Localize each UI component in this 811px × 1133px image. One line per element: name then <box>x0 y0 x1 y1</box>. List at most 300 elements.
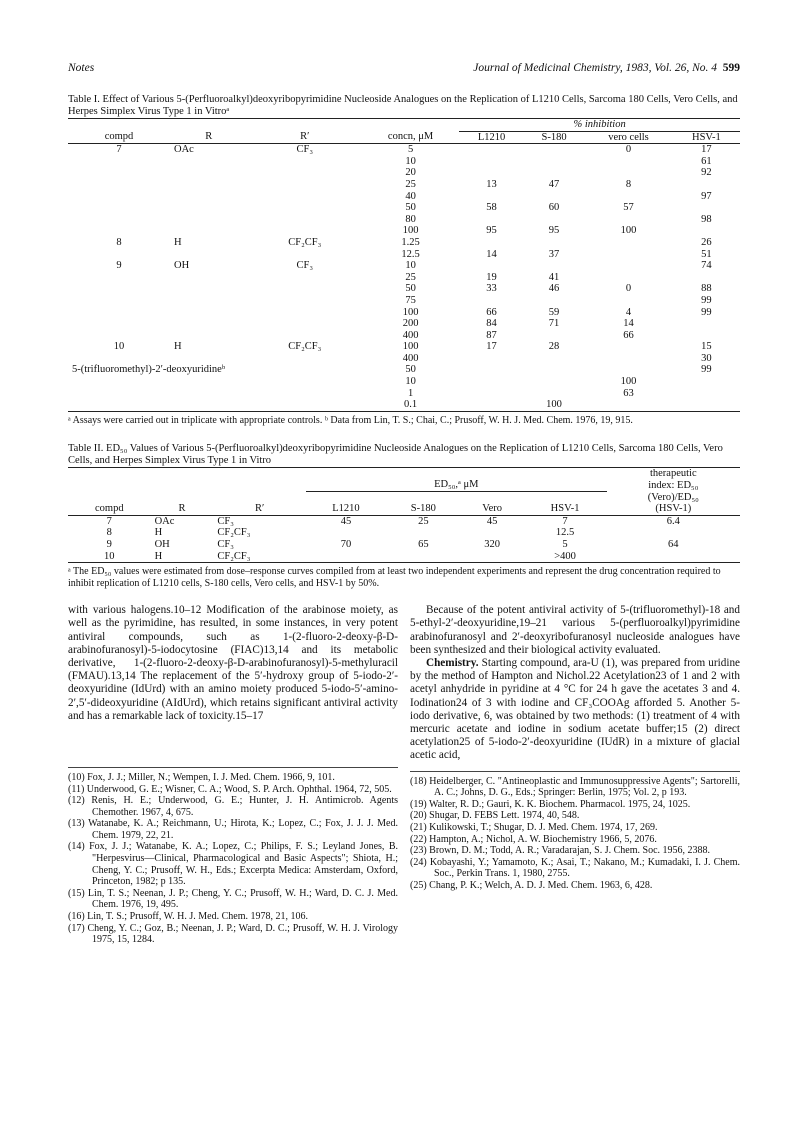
reference-item: (15) Lin, T. S.; Neenan, J. P.; Cheng, Y. C.; Prusoff, W. H.; Ward, D. C. J. Med. Chem. 1976, 19, 495. <box>68 887 398 911</box>
table1-cell: 10 <box>113 341 125 353</box>
table1-cell <box>459 353 524 365</box>
table1-cell: 9 <box>116 260 122 272</box>
journal-page <box>68 62 740 946</box>
table1-cell <box>673 330 740 342</box>
table1-cell: 99 <box>701 294 712 306</box>
table1-cell <box>584 214 673 226</box>
table1-cell <box>170 376 248 388</box>
table1-cell: 200 <box>402 318 419 330</box>
table1-cell: 1 <box>407 387 414 399</box>
table1-cell <box>170 353 248 365</box>
table2-ti-header-2: index: ED₅₀ <box>648 479 699 491</box>
table1-cell: H <box>173 341 182 353</box>
table1-cell <box>248 167 362 179</box>
table1-col-header: S-180 <box>541 131 567 143</box>
table1-cell: 28 <box>548 341 560 353</box>
table1-cell <box>459 364 524 376</box>
table2 <box>68 467 740 563</box>
table1-cell <box>524 376 584 388</box>
table1-cell <box>170 167 248 179</box>
reference-item: (20) Shugar, D. FEBS Lett. 1974, 40, 548. <box>410 810 580 822</box>
table1-cell <box>459 260 524 272</box>
table1-cell <box>459 237 524 249</box>
table2-cell <box>306 551 386 563</box>
table1-cell: 4 <box>625 306 632 318</box>
table2-cell: 7 <box>106 515 112 527</box>
reference-item: (13) Watanabe, K. A.; Reichmann, U.; Hirota, K.; Lopez, C.; Fox, J. J. J. Med. Chem. 1979, 22, 21. <box>68 818 398 841</box>
table1-cell <box>584 341 673 353</box>
table1-cell: 97 <box>701 190 712 202</box>
table2-cell: 70 <box>340 538 352 550</box>
table2-cell <box>386 527 461 539</box>
table1-cell <box>170 225 248 237</box>
table1-cell <box>584 191 673 203</box>
table2-cell <box>461 551 524 563</box>
table1-cell: 80 <box>405 213 416 225</box>
table1-cell <box>673 399 740 411</box>
table1-group-header: % inhibition <box>459 119 740 132</box>
table-row <box>68 353 740 365</box>
table1-cell <box>170 295 248 307</box>
table1-cell <box>248 225 362 237</box>
table2-cell: 64 <box>668 538 679 550</box>
table2-col-header: L1210 <box>332 503 360 515</box>
table1-cell <box>524 295 584 307</box>
table1-cell <box>584 272 673 284</box>
table1-cell: 13 <box>486 178 497 190</box>
table1-col-header: concn, μM <box>387 131 434 143</box>
table1-cell <box>584 364 673 376</box>
table1-cell: OH <box>173 260 190 272</box>
table1-cell <box>673 318 740 330</box>
table1-cell <box>68 307 170 319</box>
table1-cell: 33 <box>486 283 497 295</box>
table1-cell: 100 <box>546 399 562 411</box>
table1-cell: 5 <box>407 144 414 156</box>
table1-cell: 88 <box>701 283 712 295</box>
table1-cell <box>524 260 584 272</box>
table1-cell <box>524 167 584 179</box>
table1-cell: 95 <box>548 225 560 237</box>
table1-cell <box>459 295 524 307</box>
reference-item: (25) Chang, P. K.; Welch, A. D. J. Med. Chem. 1963, 6, 428. <box>410 879 653 891</box>
table1-cell <box>170 191 248 203</box>
table1-cell: 12.5 <box>401 248 420 260</box>
table1-col-header: compd <box>104 131 134 143</box>
table2-cell: H <box>154 550 163 562</box>
table1-cell: 84 <box>486 318 497 330</box>
table1-cell <box>459 144 524 156</box>
table2-cell <box>607 551 740 563</box>
table1-cell <box>584 399 673 411</box>
reference-item: (17) Cheng, Y. C.; Goz, B.; Neenan, J. P.; Ward, D. C.; Prusoff, W. H. J. Virology 1975, 15, 1284. <box>68 922 398 946</box>
table-row <box>68 156 740 168</box>
table1-cell <box>524 144 584 156</box>
table1-cell: 8 <box>116 236 122 248</box>
section-label: Notes <box>68 62 95 74</box>
table1-cell <box>459 191 524 203</box>
table1-cell <box>248 179 362 191</box>
table1-cell: 10 <box>405 376 416 388</box>
table1-cell: 50 <box>405 202 416 214</box>
table2-col-header: compd <box>95 503 124 515</box>
table-row <box>68 399 740 411</box>
table1-cell <box>248 283 362 295</box>
table1-cell: 100 <box>402 341 419 353</box>
reference-item: (24) Kobayashi, Y.; Yamamoto, K.; Asai, T.; Nakano, M.; Kumadaki, I. J. Chem. Soc., Perkin Trans. 1, 1980, 2755. <box>410 856 740 880</box>
table1-cell: 400 <box>402 329 419 341</box>
table1-cell: 74 <box>701 260 712 272</box>
table2-col-header: (HSV-1) <box>655 503 692 515</box>
table1-cell <box>673 202 740 214</box>
table1-cell <box>170 272 248 284</box>
table1-cell: 51 <box>701 248 712 260</box>
table1-cell: 66 <box>623 329 634 341</box>
table1-cell <box>524 156 584 168</box>
table1-cell: 47 <box>548 178 560 190</box>
table1-cell <box>248 376 362 388</box>
table1-cell <box>459 167 524 179</box>
table2-header-row <box>68 503 740 515</box>
table2-col-header: S-180 <box>410 503 436 515</box>
table2-cell: OAc <box>154 515 175 527</box>
table1-cell: CF₃ <box>296 260 314 272</box>
table1-cell <box>68 376 170 388</box>
table1-cell <box>68 202 170 214</box>
table1-cell: 25 <box>405 178 416 190</box>
table1-cell: 60 <box>548 202 560 214</box>
table-row <box>68 249 740 261</box>
table-row <box>68 260 740 272</box>
table1-cell: H <box>173 236 182 248</box>
table1-cell: 40 <box>405 190 416 202</box>
table1-cell: 59 <box>548 306 560 318</box>
table1-cell: 99 <box>701 364 712 376</box>
table1-cell: CF₂CF₃ <box>288 236 322 248</box>
table1-cell <box>248 295 362 307</box>
table1-cell <box>584 249 673 261</box>
table2-cell <box>386 551 461 563</box>
table1-cell: 19 <box>486 271 497 283</box>
table2-cell: CF₂CF₃ <box>217 527 251 539</box>
table1-cell: 10 <box>405 155 416 167</box>
table2-cell: 65 <box>418 538 429 550</box>
right-paragraph-1: Because of the potent antiviral activity of 5-(trifluoromethyl)-18 and 5-ethyl-2′-deoxyuridine,19–21 various 5-(perfluoroalkyl)pyrimidine arabinofuranosyl and 2′-deoxyribofuranosyl nucleoside analogues have been synthesized and their biological activity evaluated. <box>410 604 740 656</box>
right-column <box>410 604 740 946</box>
table1-cell <box>248 318 362 330</box>
table1-caption: Table I. Effect of Various 5-(Perfluoroalkyl)deoxyribopyrimidine Nucleoside Analogues on the Replication of L1210 Cells, Sarcoma 180 Cells, Vero Cells, and Herpes Simplex Virus Type 1 in Vitroᵃ <box>68 94 738 117</box>
table1-cell: 5-(trifluoromethyl)-2′-deoxyuridineᵇ <box>72 364 226 376</box>
table1-cell <box>248 388 362 400</box>
reference-item: (22) Hampton, A.; Nichol, A. W. Biochemistry 1966, 5, 2076. <box>410 833 657 845</box>
table-row <box>68 515 740 527</box>
table1-col-header: vero cells <box>608 131 649 143</box>
reference-item: (19) Walter, R. D.; Gauri, K. K. Biochem. Pharmacol. 1975, 24, 1025. <box>410 798 691 810</box>
table2-cell: 25 <box>418 515 429 527</box>
table1-cell <box>68 225 170 237</box>
table-row <box>68 144 740 156</box>
table1-cell <box>673 388 740 400</box>
table1-cell <box>459 214 524 226</box>
table1-cell <box>459 399 524 411</box>
table1-cell: 37 <box>548 248 560 260</box>
table1-cell: 100 <box>402 225 419 237</box>
table1-cell <box>68 272 170 284</box>
table1-cell <box>584 295 673 307</box>
table1-cell <box>248 156 362 168</box>
table-row <box>68 551 740 563</box>
table1-cell: 17 <box>701 144 712 156</box>
table1-cell: 87 <box>486 329 497 341</box>
table2-col-header: HSV-1 <box>550 503 580 515</box>
table1-cell <box>68 283 170 295</box>
table1-cell <box>68 167 170 179</box>
table2-cell: 7 <box>562 515 568 527</box>
table2-footnote: ᵃ The ED₅₀ values were estimated from dose–response curves compiled from at least two independent experiments and represent the drug concentration required to inhibit replication of L1210 cells, S-180 cells, Vero cells, and HSV-1 by 50%. <box>68 566 721 590</box>
table1-cell <box>68 295 170 307</box>
table1-cell <box>524 364 584 376</box>
table-row <box>68 307 740 319</box>
reference-item: (18) Heidelberger, C. "Antineoplastic and Immunosuppressive Agents"; Sartorelli, A. C.; Johns, D. G., Eds.; Springer: Berlin, 1975; Vol. 2, p 193. <box>410 775 740 799</box>
table1-cell: 400 <box>402 352 419 364</box>
table1-cell: 17 <box>486 341 497 353</box>
table1-cell: 58 <box>486 202 497 214</box>
table1-cell <box>524 388 584 400</box>
table1-cell: 66 <box>486 306 497 318</box>
table2-cell: H <box>154 527 163 539</box>
table1-cell: 50 <box>405 283 416 295</box>
table1-cell <box>584 167 673 179</box>
table1-cell <box>673 179 740 191</box>
table1-cell: 61 <box>701 155 712 167</box>
table1-cell <box>524 191 584 203</box>
table-row <box>68 341 740 353</box>
body-columns <box>68 604 740 946</box>
table1-cell <box>524 353 584 365</box>
table1-cell <box>459 376 524 388</box>
table1-col-header: R <box>205 131 213 143</box>
table1-cell <box>170 283 248 295</box>
table1-cell <box>68 214 170 226</box>
table1-cell: 30 <box>701 352 712 364</box>
table2-caption: Table II. ED₅₀ Values of Various 5-(Perfluoroalkyl)deoxyribopyrimidine Nucleoside Analogues on the Replication of L1210 Cells, Sarcoma 180 Cells, Vero Cells, and Herpes Simplex Virus Type 1 in Vitro <box>68 442 723 466</box>
table2-col-header: R′ <box>255 503 265 515</box>
table1-cell <box>170 179 248 191</box>
table1-cell <box>68 399 170 411</box>
table1-cell: 95 <box>486 225 497 237</box>
reference-item: (16) Lin, T. S.; Prusoff, W. H. J. Med. Chem. 1978, 21, 106. <box>68 911 309 923</box>
table1-cell: 7 <box>116 144 122 156</box>
table2-cell: 9 <box>106 538 112 550</box>
table2-cell: 320 <box>484 538 500 550</box>
table1-cell: 100 <box>402 306 419 318</box>
table1-cell <box>170 249 248 261</box>
table2-cell: 8 <box>106 527 112 539</box>
table-row <box>68 330 740 342</box>
table-row <box>68 527 740 539</box>
table1-cell <box>68 179 170 191</box>
page-number: 599 <box>722 62 740 74</box>
table1-cell: 1.25 <box>401 236 420 248</box>
table1-cell <box>248 272 362 284</box>
table1-cell <box>248 202 362 214</box>
table1-cell: 10 <box>405 260 416 272</box>
table1-cell <box>170 388 248 400</box>
table1-cell <box>673 376 740 388</box>
table1-cell <box>68 191 170 203</box>
table-row <box>68 202 740 214</box>
table1-cell <box>170 399 248 411</box>
table2-ti-header-3: (Vero)/ED₅₀ <box>647 491 699 503</box>
table2-cell: 12.5 <box>555 527 575 539</box>
table1-cell: 75 <box>405 294 416 306</box>
table1-cell <box>673 225 740 237</box>
table-row <box>68 191 740 203</box>
table1-cell <box>524 237 584 249</box>
table1-cell: 71 <box>548 318 560 330</box>
table1-cell <box>248 399 362 411</box>
table1-cell: 25 <box>405 271 416 283</box>
table1-cell <box>68 249 170 261</box>
table1-cell <box>68 330 170 342</box>
table-row <box>68 539 740 551</box>
table2-cell <box>306 527 386 539</box>
table-row <box>68 237 740 249</box>
table1-cell <box>248 249 362 261</box>
table1-cell: 63 <box>623 387 634 399</box>
table-row <box>68 283 740 295</box>
table1-cell <box>584 353 673 365</box>
table1-cell <box>170 202 248 214</box>
table1-cell: 57 <box>623 202 634 214</box>
left-paragraph: with various halogens.10–12 Modification of the arabinose moiety, as well as the pyrimidine, has resulted, in some instances, in very potent antiviral compounds, such as 1-(2-fluoro-2-deoxy-β-D-arabinofuranosyl)-5-iodocytosine (FIAC)13,14 and its metabolic derivative, 1-(2-fluoro-2-deoxy-β-D-arabinofuranosyl)-5-methyluracil (FMAU).13,14 The replacement of the 5′-hydroxy group of 5-iodo-2′-deoxyuridine (IdUrd) with an amino moiety produced 5-iodo-5′-amino-2′,5′-dideoxyuridine (AIdUrd), which retains significant antiviral activity and has a remarkable lack of toxicity.15–17 <box>68 604 398 722</box>
table1-cell: OAc <box>173 144 194 156</box>
table1-cell <box>459 156 524 168</box>
running-header <box>68 62 740 80</box>
table1-cell <box>68 318 170 330</box>
table1-cell: 0 <box>625 144 632 156</box>
table1-cell: CF₃ <box>296 144 314 156</box>
table2-cell: CF₂CF₃ <box>217 550 251 562</box>
table2-cell: 45 <box>340 515 352 527</box>
reference-item: (21) Kulikowski, T.; Shugar, D. J. Med. Chem. 1974, 17, 269. <box>410 821 658 833</box>
table1 <box>68 118 740 412</box>
table2-cell: >400 <box>554 550 576 562</box>
references-left <box>68 767 398 946</box>
table1-cell <box>584 237 673 249</box>
reference-item: (23) Brown, D. M.; Todd, A. R.; Varadarajan, S. J. Chem. Soc. 1956, 2388. <box>410 845 711 857</box>
table2-cell: CF₃ <box>217 538 234 550</box>
table2-col-header: Vero <box>482 503 503 515</box>
table2-cell <box>607 527 740 539</box>
table1-cell: 46 <box>548 283 560 295</box>
table2-cell: OH <box>154 538 170 550</box>
table1-cell <box>524 214 584 226</box>
journal-citation <box>473 62 740 80</box>
table1-body <box>68 144 740 412</box>
table1-cell <box>248 191 362 203</box>
table1-cell: 0.1 <box>404 399 418 411</box>
table1-cell: 99 <box>701 306 712 318</box>
table1-cell <box>68 353 170 365</box>
table1-cell: 8 <box>625 178 632 190</box>
reference-item: (12) Renis, H. E.; Underwood, G. E.; Hunter, J. H. Antimicrob. Agents Chemother. 1967, 4, 675. <box>68 795 398 818</box>
table1-footnote: ᵃ Assays were carried out in triplicate with appropriate controls. ᵇ Data from Lin, T. S.; Chai, C.; Prusoff, W. H. J. Med. Chem. 1976, 19, 915. <box>68 414 633 426</box>
table2-ti-header-1: therapeutic <box>649 467 697 479</box>
table1-cell: 41 <box>548 271 560 283</box>
table2-cell: CF₃ <box>217 515 234 527</box>
table1-cell <box>524 330 584 342</box>
table1-cell <box>248 353 362 365</box>
table1-col-header: L1210 <box>477 131 506 143</box>
table1-cell <box>248 307 362 319</box>
table1-cell: 14 <box>486 248 497 260</box>
table1-col-header: HSV-1 <box>692 131 721 143</box>
table1-cell: 100 <box>620 376 637 388</box>
table1-cell <box>170 156 248 168</box>
chemistry-paragraph <box>410 657 740 763</box>
table-row <box>68 376 740 388</box>
table-row <box>68 295 740 307</box>
table1-cell <box>68 156 170 168</box>
table1-cell: 20 <box>405 167 416 179</box>
journal-name: Journal of Medicinal Chemistry, 1983, Vol. 26, No. 4 <box>473 62 717 74</box>
table-row <box>68 179 740 191</box>
table1-cell <box>248 214 362 226</box>
table1-cell <box>170 214 248 226</box>
table1-cell: 92 <box>701 167 712 179</box>
table1-cell: 100 <box>620 225 637 237</box>
table2-cell: 10 <box>104 550 115 562</box>
chemistry-heading: Chemistry. <box>426 656 479 669</box>
table1-cell <box>170 330 248 342</box>
table1-cell: 50 <box>405 364 416 376</box>
table-row <box>68 272 740 284</box>
table1-cell <box>584 156 673 168</box>
table2-body <box>68 515 740 562</box>
left-column <box>68 604 398 946</box>
table1-cell <box>170 318 248 330</box>
table-row <box>68 318 740 330</box>
table2-col-header: R <box>178 503 186 515</box>
table2-cell: 45 <box>486 515 498 527</box>
table2-group-header: ED₅₀,ᵃ μM <box>434 479 479 491</box>
table1-cell <box>673 272 740 284</box>
table1-cell: 0 <box>625 283 632 295</box>
table2-cell: 6.4 <box>666 515 680 527</box>
table1-header-row <box>68 131 740 144</box>
table1-cell: CF₂CF₃ <box>288 341 322 353</box>
table1-cell: 15 <box>701 341 712 353</box>
table1-cell: 14 <box>623 318 634 330</box>
table1-cell <box>584 260 673 272</box>
table1-cell <box>170 307 248 319</box>
table2-cell: 5 <box>562 538 568 550</box>
references-right <box>410 771 740 892</box>
table2-cell <box>461 527 524 539</box>
table-row <box>68 388 740 400</box>
reference-item: (14) Fox, J. J.; Watanabe, K. A.; Lopez, C.; Philips, F. S.; Leyland Jones, B. "Herpesvirus—Clinical, Pharmacological and Basic Aspects"; Shiota, H.; Cheng, Y. C.; Prusoff, W. H., Eds.; Excerpta Medica: Amsterdam, Oxford, Princeton, 1982; p 135. <box>68 841 398 888</box>
table1-cell <box>68 388 170 400</box>
chemistry-text: Starting compound, ara-U (1), was prepared from uridine by the method of Hampton and Nichol.22 Acetylation23 of 1 and 2 with acetyl anhydride in pyridine at 4 °C for 24 h gave the acetates 3 and 4. Iodination24 of 3 with iodine and CF₃COOAg afforded 5. Another 5-iodo derivative, 6, was obtained by two methods: (1) treatment of 4 with mercuric acetate and iodine in sodium acetate buffer;15 (2) direct acetylation25 of 5-iodo-2′-deoxyuridine (IUdR) in a mixture of glacial acetic acid, <box>410 656 740 762</box>
table1-cell: 26 <box>701 236 712 248</box>
table1-cell <box>459 388 524 400</box>
table1-col-header: R′ <box>300 131 310 143</box>
table-row <box>68 364 740 376</box>
table-row <box>68 167 740 179</box>
table1-cell: 98 <box>701 213 712 225</box>
reference-item: (11) Underwood, G. E.; Wisner, C. A.; Wood, S. P. Arch. Ophthal. 1964, 72, 505. <box>68 783 392 795</box>
